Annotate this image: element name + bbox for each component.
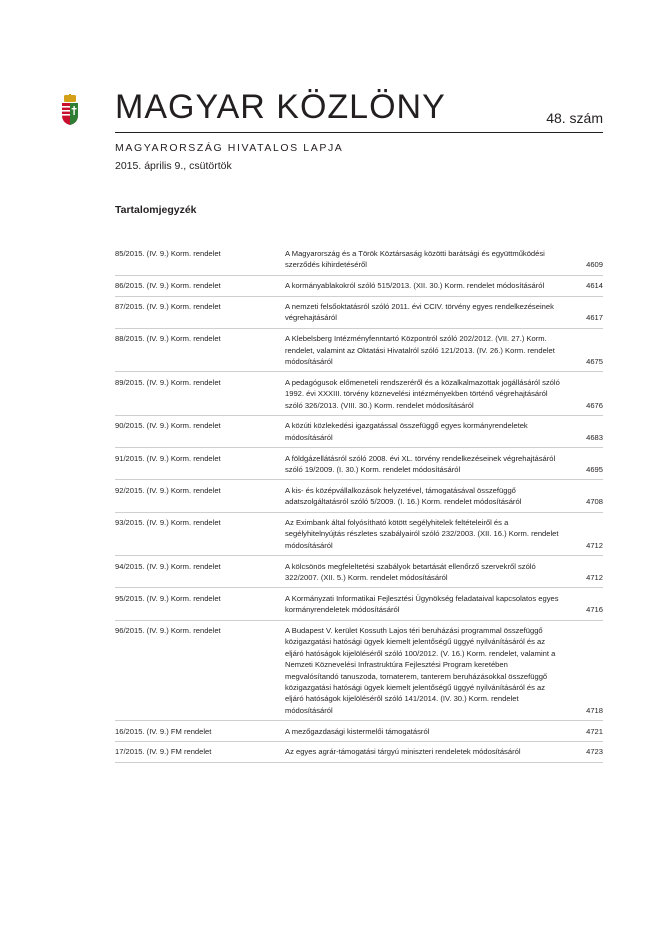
toc-entry[interactable] [115, 746, 603, 762]
toc-entry-reference: 91/2015. (IV. 9.) Korm. rendelet [115, 453, 221, 463]
toc-entry-reference: 95/2015. (IV. 9.) Korm. rendelet [115, 593, 221, 603]
toc-entry-reference: 16/2015. (IV. 9.) FM rendelet [115, 726, 212, 736]
toc-entry-reference: 86/2015. (IV. 9.) Korm. rendelet [115, 281, 221, 291]
toc-entry-page: 4683 [586, 432, 603, 442]
toc-entry-page: 4716 [586, 605, 603, 615]
toc-entry-reference: 87/2015. (IV. 9.) Korm. rendelet [115, 302, 221, 311]
toc-entry[interactable] [115, 420, 603, 448]
toc-entry-page: 4718 [586, 705, 603, 715]
coat-of-arms-icon [60, 94, 80, 126]
toc-entry-reference: 92/2015. (IV. 9.) Korm. rendelet [115, 485, 221, 495]
toc-entry-title: A Budapest V. kerület Kossuth Lajos téri beruházási programmal összefüggő közigazgatási hatósági ügyek kiemelt jelentőségű üggyé nyilvánításáról és az eljáró hatóságok kijelöléséről szóló 100/2012. (V. 16.) Korm. rendelet, valamint a Nemzeti Köznevelési Infrastruktúra Fejlesztési Program keretében megvalósítandó tanuszoda, tornaterem, tanterem beruházásokkal összefüggő közigazgatási hatósági ügyek kiemelt jelentőségű üggyé nyilvánításáról és az eljáró hatóságok kijelöléséről szóló 141/2014. (IV. 30.) Korm. rendelet módosításáról [285, 626, 556, 715]
table-of-contents [115, 248, 603, 767]
toc-entry-page: 4712 [586, 573, 603, 583]
toc-entry-page: 4614 [586, 281, 603, 291]
toc-entry[interactable] [115, 561, 603, 589]
masthead-subtitle: MAGYARORSZÁG HIVATALOS LAPJA [115, 142, 344, 154]
toc-entry-page: 4695 [586, 465, 603, 475]
toc-entry-title: A mezőgazdasági kistermelői támogatásról [285, 726, 430, 736]
toc-entry[interactable] [115, 280, 603, 296]
masthead-title: MAGYAR KÖZLÖNY [115, 88, 446, 126]
toc-entry[interactable] [115, 248, 603, 276]
toc-entry[interactable] [115, 301, 603, 329]
toc-entry[interactable] [115, 333, 603, 372]
toc-entry-page: 4708 [586, 497, 603, 507]
toc-entry[interactable] [115, 453, 603, 481]
toc-entry-title: A kis- és középvállalkozások helyzetével, támogatásával összefüggő adatszolgáltatásról szóló 5/2009. (I. 16.) Korm. rendelet módosításáról [285, 485, 522, 507]
toc-entry-page: 4712 [586, 540, 603, 550]
toc-entry[interactable] [115, 625, 603, 721]
toc-entry-title: A kormányablakokról szóló 515/2013. (XII. 30.) Korm. rendelet módosításáról [285, 281, 545, 291]
toc-entry-title: Az egyes agrár-támogatási tárgyú miniszteri rendeletek módosításáról [285, 747, 521, 757]
toc-entry-title: A kölcsönös megfeleltetési szabályok betartását ellenőrző szervekről szóló 322/2007. (XII. 5.) Korm. rendelet módosításáról [285, 561, 536, 583]
toc-entry-reference: 93/2015. (IV. 9.) Korm. rendelet [115, 518, 221, 528]
toc-entry-title: A pedagógusok előmeneteli rendszeréről és a közalkalmazottak jogállásáról szóló 1992. évi XXXIII. törvény köznevelési intézményekben történő végrehajtásáról szóló 326/2013. (VIII. 30.) Korm. rendelet módosításáról [285, 377, 560, 410]
toc-entry-title: A Klebelsberg Intézményfenntartó Központról szóló 202/2012. (VII. 27.) Korm. rendelet, valamint az Oktatási Hivatalról szóló 121/2013. (IV. 26.) Korm. rendelet módosításáról [285, 334, 555, 367]
toc-entry-title: A Magyarország és a Török Köztársaság közötti barátsági és együttműködési szerződés kihirdetéséről [285, 249, 545, 270]
toc-entry-reference: 90/2015. (IV. 9.) Korm. rendelet [115, 421, 221, 431]
toc-entry-page: 4721 [586, 726, 603, 736]
toc-heading: Tartalomjegyzék [115, 204, 197, 216]
masthead-divider [115, 132, 603, 133]
toc-entry-page: 4617 [586, 313, 603, 323]
toc-entry-page: 4676 [586, 400, 603, 410]
toc-entry-reference: 94/2015. (IV. 9.) Korm. rendelet [115, 561, 221, 571]
toc-entry-title: A földgázellátásról szóló 2008. évi XL. törvény rendelkezéseinek végrehajtásáról szóló 19/2009. (I. 30.) Korm. rendelet módosításáról [285, 453, 556, 475]
toc-entry[interactable] [115, 517, 603, 556]
toc-entry-page: 4675 [586, 357, 603, 367]
toc-entry-reference: 89/2015. (IV. 9.) Korm. rendelet [115, 377, 221, 387]
toc-entry[interactable] [115, 485, 603, 513]
toc-entry-page: 4609 [586, 260, 603, 270]
toc-entry-reference: 96/2015. (IV. 9.) Korm. rendelet [115, 626, 221, 636]
toc-entry-reference: 88/2015. (IV. 9.) Korm. rendelet [115, 334, 221, 344]
toc-entry[interactable] [115, 593, 603, 621]
toc-entry[interactable] [115, 726, 603, 742]
toc-entry-title: A közúti közlekedési igazgatással összefüggő egyes kormányrendeletek módosításáról [285, 421, 528, 442]
toc-entry-title: Az Eximbank által folyósítható kötött segélyhitelek feltételeiről és a segélyhitelnyújtás részletes szabályairól szóló 232/2003. (XII. 16.) Korm. rendelet módosításáról [285, 518, 559, 550]
toc-entry-reference: 85/2015. (IV. 9.) Korm. rendelet [115, 249, 221, 258]
toc-entry-title: A nemzeti felsőoktatásról szóló 2011. évi CCIV. törvény egyes rendelkezéseinek végrehajtásáról [285, 302, 554, 323]
toc-entry-title: A Kormányzati Informatikai Fejlesztési Ügynökség feladataival kapcsolatos egyes kormányrendeletek módosításáról [285, 593, 559, 615]
toc-entry[interactable] [115, 377, 603, 416]
toc-entry-reference: 17/2015. (IV. 9.) FM rendelet [115, 747, 212, 757]
issue-number: 48. szám [546, 110, 603, 126]
issue-date: 2015. április 9., csütörtök [115, 160, 232, 172]
toc-entry-page: 4723 [586, 747, 603, 757]
